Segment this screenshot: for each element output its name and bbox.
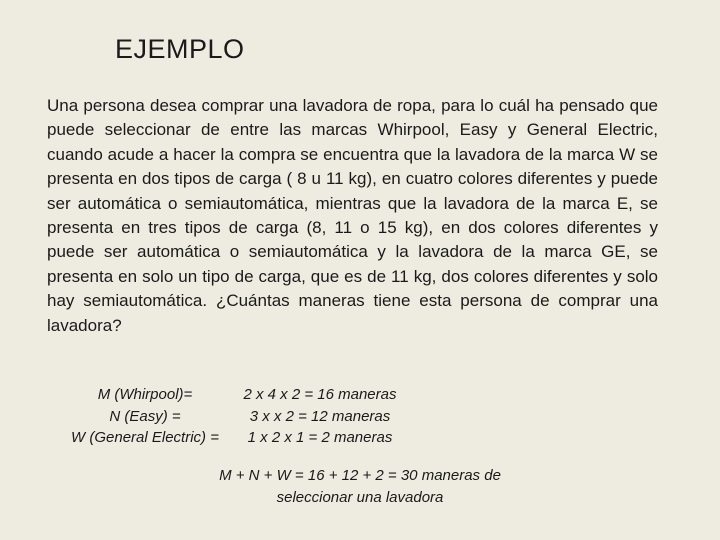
- calculation-labels: [60, 384, 230, 449]
- calc-label-general-electric: W (General Electric) =: [71, 429, 219, 446]
- calc-value-whirpool: 2 x 4 x 2 = 16 maneras: [243, 386, 397, 403]
- calc-label-easy: N (Easy) =: [109, 407, 181, 425]
- total-result: [190, 465, 530, 508]
- problem-statement: Una persona desea comprar una lavadora de ropa, para lo cuál ha pensado que puede seleccionar de entre las marcas Whirpool, Easy y General Electric, cuando acude a hacer la compra se encuentra que la lavadora de la marca W se presenta en dos tipos de carga ( 8 u 11 kg), en cuatro colores diferentes y puede ser automática o semiautomática, mientras que la lavadora de la marca E, se presenta en tres tipos de carga (8, 11 o 15 kg), en dos colores diferentes y puede ser automática o semiautomática y la lavadora de la marca GE, se presenta en solo un tipo de carga, que es de 11 kg, dos colores diferentes y solo hay semiautomática. ¿Cuántas maneras tiene esta persona de comprar una lavadora?: [47, 96, 658, 335]
- calculation-values: [230, 384, 410, 449]
- total-line-1: M + N + W = 16 + 12 + 2 = 30 maneras de: [219, 467, 501, 484]
- slide-title: EJEMPLO: [115, 34, 245, 64]
- calc-value-easy: 3 x x 2 = 12 maneras: [249, 407, 391, 425]
- calc-label-whirpool: M (Whirpool)=: [97, 386, 193, 403]
- calc-value-general-electric: 1 x 2 x 1 = 2 maneras: [247, 429, 393, 446]
- total-line-2: seleccionar una lavadora: [276, 488, 444, 506]
